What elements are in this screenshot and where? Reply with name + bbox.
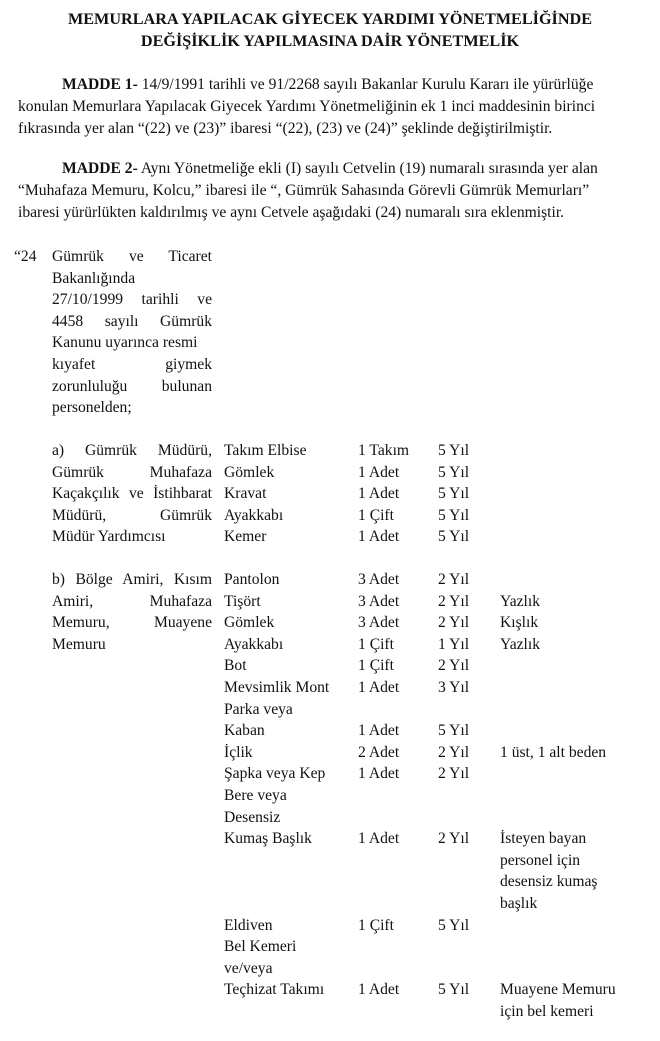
group-b-item: Tişört xyxy=(224,592,261,610)
group-b-quantity: 1 Çift xyxy=(358,635,394,653)
group-b-period: 2 Yıl xyxy=(438,830,470,848)
group-b-item: Bel Kemeri xyxy=(224,938,297,956)
group-b-label-line: Memuru, Muayene xyxy=(52,614,212,632)
group-b-item: Kaban xyxy=(224,722,265,740)
article-2-line-3: ibaresi yürürlükten kaldırılmış ve aynı Cetvele aşağıdaki (24) numaralı sıra eklenmiştir. xyxy=(18,204,565,221)
group-b-quantity: 1 Çift xyxy=(358,657,394,675)
group-a-label-line: Kaçakçılık ve İstihbarat xyxy=(52,485,212,503)
group-a-period: 5 Yıl xyxy=(438,528,470,546)
group-b-quantity: 1 Adet xyxy=(358,722,400,740)
group-b-item: Bot xyxy=(224,657,247,675)
group-b-quantity: 2 Adet xyxy=(358,743,400,761)
group-b-item: Bere veya xyxy=(224,787,287,804)
group-b-period: 2 Yıl xyxy=(438,614,470,632)
group-b-quantity: 1 Adet xyxy=(358,981,400,999)
group-b-note: Yazlık xyxy=(500,592,541,610)
group-b-item: Kumaş Başlık xyxy=(224,830,312,848)
group-a-item: Ayakkabı xyxy=(224,506,284,524)
article-1-line-1 xyxy=(18,74,640,96)
group-b-period: 2 Yıl xyxy=(438,571,470,588)
document-title-line-1: MEMURLARA YAPILACAK GİYECEK YARDIMI YÖNETMELİĞİNDE xyxy=(67,10,593,28)
group-a-label-line: Müdürü, Gümrük xyxy=(52,506,212,524)
group-a-period: 5 Yıl xyxy=(438,442,470,459)
group-b-item: Eldiven xyxy=(224,916,273,934)
group-b-period: 1 Yıl xyxy=(438,635,470,653)
group-b-period: 2 Yıl xyxy=(438,743,470,761)
group-b-quantity: 3 Adet xyxy=(358,571,400,588)
entry-intro-line: kıyafet giymek xyxy=(52,356,212,373)
group-a-label-line: Müdür Yardımcısı xyxy=(52,528,166,546)
group-b-label-line: Memuru xyxy=(52,635,106,653)
group-b-label-line: Amiri, Muhafaza xyxy=(52,592,212,610)
group-b-note: için bel kemeri xyxy=(500,1003,594,1020)
group-b-note: İsteyen bayan xyxy=(500,830,587,848)
group-a-quantity: 1 Adet xyxy=(358,485,400,503)
group-b-item: Desensiz xyxy=(224,808,281,826)
article-2-text-1: Aynı Yönetmeliğe ekli (I) sayılı Cetvelin (19) numaralı sırasında yer alan xyxy=(140,160,598,177)
group-b-quantity: 3 Adet xyxy=(358,592,400,610)
group-a-period: 5 Yıl xyxy=(438,463,470,481)
entry-intro-line: Gümrük ve Ticaret xyxy=(52,248,212,265)
group-b-quantity: 1 Çift xyxy=(358,916,394,934)
group-b-note: desensiz kumaş xyxy=(500,873,598,891)
group-a-quantity: 1 Adet xyxy=(358,463,400,481)
group-b-item: ve/veya xyxy=(224,959,273,977)
article-2-label: MADDE 2- xyxy=(62,160,138,177)
entry-intro-line: personelden; xyxy=(52,399,132,417)
article-1-label: MADDE 1- xyxy=(62,76,138,93)
article-2-line-2: “Muhafaza Memuru, Kolcu,” ibaresi ile “, Gümrük Sahasında Görevli Gümrük Memurları” xyxy=(18,182,590,199)
group-b-note: Muayene Memuru xyxy=(500,981,616,999)
group-a-quantity: 1 Adet xyxy=(358,528,400,546)
group-b-period: 2 Yıl xyxy=(438,765,470,783)
group-b-note: başlık xyxy=(500,895,538,912)
group-b-period: 5 Yıl xyxy=(438,916,470,934)
group-b-item: Gömlek xyxy=(224,614,275,632)
article-1 xyxy=(18,74,640,140)
group-b-period: 2 Yıl xyxy=(438,592,470,610)
group-b-note: Yazlık xyxy=(500,635,541,653)
group-a-label-line: a) Gümrük Müdürü, xyxy=(52,442,212,459)
entry-intro-line: 4458 sayılı Gümrük xyxy=(52,312,212,330)
group-b-item: Teçhizat Takımı xyxy=(224,981,325,999)
group-a-period: 5 Yıl xyxy=(438,485,470,503)
group-a-item: Kravat xyxy=(224,485,267,503)
group-a-quantity: 1 Takım xyxy=(358,442,410,459)
entry-intro-line: 27/10/1999 tarihli ve xyxy=(52,291,212,309)
group-b-item: Parka veya xyxy=(224,700,293,718)
group-a-quantity: 1 Çift xyxy=(358,506,394,524)
group-a-label-line: Gümrük Muhafaza xyxy=(52,463,212,481)
entry-number: “24 xyxy=(14,248,37,265)
group-a-item: Kemer xyxy=(224,528,267,546)
document-title-line-2: DEĞİŞİKLİK YAPILMASINA DAİR YÖNETMELİK xyxy=(140,32,520,50)
entry-intro-line: Kanunu uyarınca resmi xyxy=(52,334,198,352)
entry-intro-line: Bakanlığında xyxy=(52,269,136,287)
group-a-period: 5 Yıl xyxy=(438,506,470,524)
group-b-label-line: b) Bölge Amiri, Kısım xyxy=(52,571,212,588)
group-b-quantity: 1 Adet xyxy=(358,765,400,783)
group-b-item: Şapka veya Kep xyxy=(224,765,326,783)
group-b-item: İçlik xyxy=(224,743,253,761)
article-1-text-1: 14/9/1991 tarihli ve 91/2268 sayılı Bakanlar Kurulu Kararı ile yürürlüğe xyxy=(141,76,594,93)
group-b-note: Kışlık xyxy=(500,614,539,632)
group-b-item: Ayakkabı xyxy=(224,635,284,653)
article-1-line-2: konulan Memurlara Yapılacak Giyecek Yardımı Yönetmeliğinin ek 1 inci maddesinin birinci xyxy=(18,98,596,115)
group-b-item: Mevsimlik Mont xyxy=(224,679,330,696)
group-b-period: 2 Yıl xyxy=(438,657,470,675)
group-b-quantity: 1 Adet xyxy=(358,679,400,696)
article-2 xyxy=(18,158,640,224)
group-a-item: Gömlek xyxy=(224,463,275,481)
group-b-period: 5 Yıl xyxy=(438,722,470,740)
group-b-note: 1 üst, 1 alt beden xyxy=(500,743,607,761)
group-b-quantity: 1 Adet xyxy=(358,830,400,848)
entry-intro-line: zorunluluğu bulunan xyxy=(52,377,212,395)
group-b-period: 5 Yıl xyxy=(438,981,470,999)
article-1-line-3: fıkrasında yer alan “(22) ve (23)” ibaresi “(22), (23) ve (24)” şeklinde değiştirilmiştir. xyxy=(18,120,553,137)
group-b-quantity: 3 Adet xyxy=(358,614,400,632)
group-b-item: Pantolon xyxy=(224,571,280,588)
group-b-period: 3 Yıl xyxy=(438,679,470,696)
group-a-item: Takım Elbise xyxy=(224,442,307,459)
article-2-line-1 xyxy=(18,158,640,180)
group-b-note: personel için xyxy=(500,851,581,869)
